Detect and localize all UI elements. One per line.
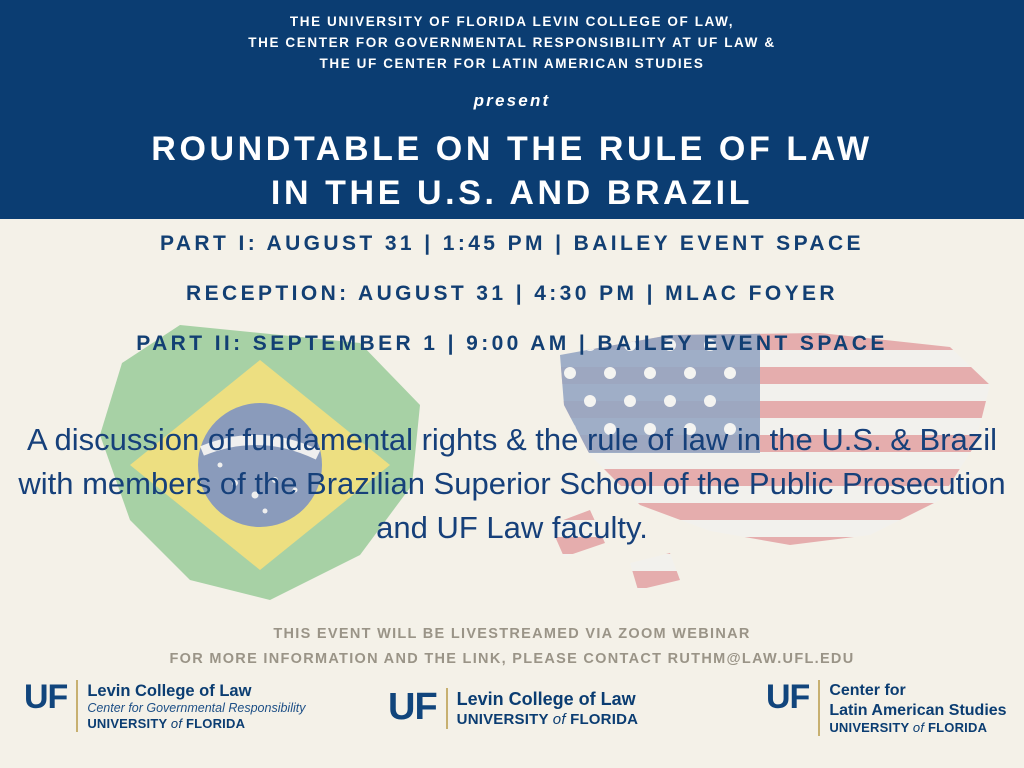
logo-of-word: of [912,720,925,736]
logo-university-word: UNIVERSITY [87,716,168,732]
logo-line-3 [457,711,638,729]
livestream-note: THIS EVENT WILL BE LIVESTREAMED VIA ZOOM WEBINAR [273,626,751,642]
logo-divider [818,680,820,736]
logo-of-word: of [552,710,566,728]
logo-text [87,680,305,732]
logo-text [829,680,1006,736]
schedule-part-2: PART II: SEPTEMBER 1 | 9:00 AM | BAILEY EVENT SPACE [136,332,888,355]
contact-note: FOR MORE INFORMATION AND THE LINK, PLEASE CONTACT RUTHM@LAW.UFL.EDU [169,650,855,667]
logo-row [0,678,1024,754]
logo-levin-college [388,688,638,729]
logo-text [457,688,638,729]
presenter-line-1: THE UNIVERSITY OF FLORIDA LEVIN COLLEGE OF LAW, [289,14,735,29]
logo-line-2: Latin American Studies [829,701,1007,719]
logo-university-word: UNIVERSITY [829,720,910,736]
logo-cgr [24,680,305,732]
uf-wordmark: UF [766,678,810,716]
uf-wordmark: UF [388,686,437,728]
logo-line-1: Levin College of Law [87,682,252,700]
logo-line-1: Levin College of Law [456,689,636,709]
title-line-1: ROUNDTABLE ON THE RULE OF LAW [151,129,873,168]
footnote-block [0,622,1024,671]
schedule-part-1: PART I: AUGUST 31 | 1:45 PM | BAILEY EVENT SPACE [160,232,864,255]
presenter-line-2: THE CENTER FOR GOVERNMENTAL RESPONSIBILITY AT UF LAW & [248,34,776,50]
title-line-2: IN THE U.S. AND BRAZIL [270,173,754,212]
logo-line-1: Center for [829,682,906,699]
logo-florida-word: FLORIDA [185,716,246,732]
event-description: A discussion of fundamental rights & the rule of law in the U.S. & Brazil with members of the Brazilian Superior School of the Public Prosecution and UF Law faculty. [18,422,1006,546]
logo-florida-word: FLORIDA [570,710,639,728]
logo-line-3 [829,720,1006,736]
schedule-block [0,232,1024,382]
logo-line-2: Center for Governmental Responsibility [87,701,306,716]
logo-of-word: of [170,716,183,732]
logo-divider [446,688,448,729]
logo-university-word: UNIVERSITY [456,710,549,728]
poster-header [0,0,1024,219]
present-word: present [473,90,551,110]
logo-florida-word: FLORIDA [927,720,988,736]
uf-wordmark: UF [24,678,68,716]
page-title [0,127,1024,215]
presenter-line-3: THE UF CENTER FOR LATIN AMERICAN STUDIES [319,55,705,71]
schedule-reception: RECEPTION: AUGUST 31 | 4:30 PM | MLAC FOYER [186,282,838,305]
logo-divider [76,680,78,732]
logo-line-3 [87,716,305,732]
logo-latin-american-studies [766,680,1007,736]
presenters-block [0,12,1024,75]
